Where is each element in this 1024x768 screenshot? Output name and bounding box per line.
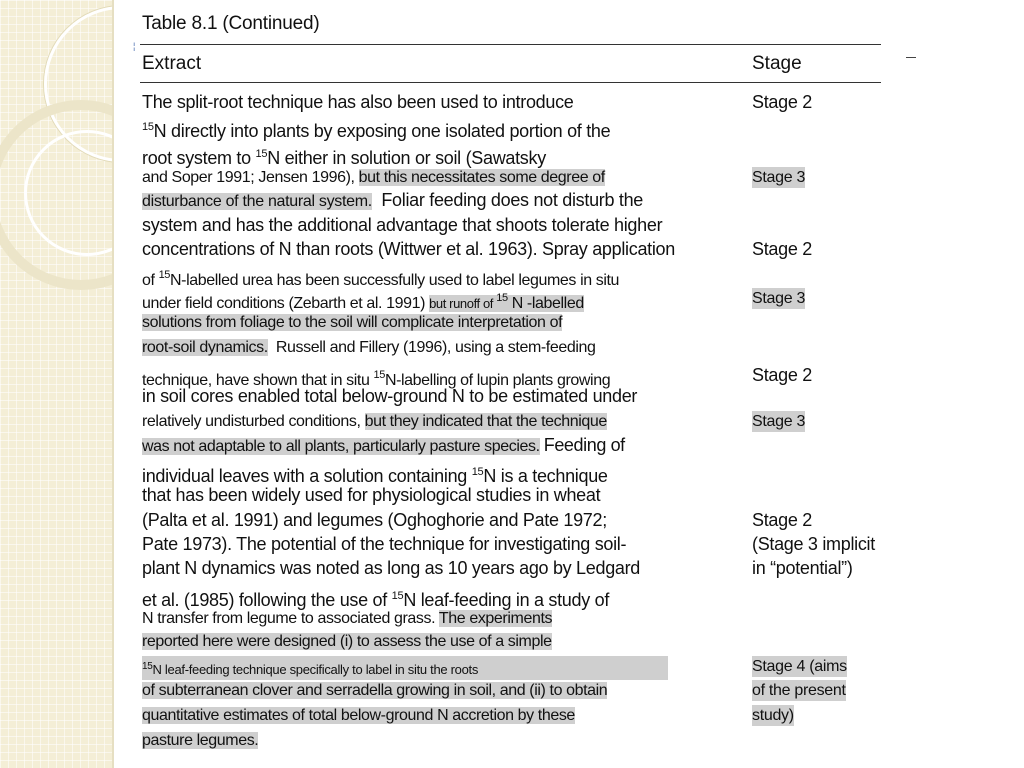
stage-cell: Stage 2 [752, 365, 812, 385]
extract-line: concentrations of N than roots (Wittwer et al. 1963). Spray application [142, 239, 675, 259]
extract-line: and Soper 1991; Jensen 1996), but this necessitates some degree of [142, 169, 605, 186]
decorative-sidebar [0, 0, 114, 768]
extract-line [142, 631, 552, 652]
highlighted-text: reported here were designed (i) to assess the use of a simple [142, 633, 552, 650]
extract-line: individual leaves with a solution containing $^{15}$N is a technique [142, 466, 608, 486]
extract-line: The split-root technique has also been used to introduce [142, 92, 574, 112]
extract-line: of $^{15}$N-labelled urea has been successfully used to label legumes in situ [142, 269, 620, 289]
extract-line: under field conditions (Zebarth et al. 1991) but runoff of $^{15}$ N -labelled [142, 292, 584, 312]
extract-line: relatively undisturbed conditions, but they indicated that the technique [142, 413, 607, 430]
extract-line: plant N dynamics was noted as long as 10 years ago by Ledgard [142, 558, 641, 578]
highlighted-text: pasture legumes. [142, 732, 259, 749]
extract-line: (Palta et al. 1991) and legumes (Oghoghorie and Pate 1972; [142, 510, 607, 530]
highlighted-text: but runoff of $^{15}$ N -labelled [429, 292, 584, 312]
stage-cell: Stage 2 [752, 239, 812, 259]
extract-line [142, 680, 607, 701]
highlighted-text: $^{15}$N leaf-feeding technique specifically to label in situ the roots [142, 656, 668, 680]
extract-line: root system to $^{15}$N either in solution or soil (Sawatsky [142, 148, 546, 168]
text-cursor-marker: ¦ [133, 41, 136, 51]
table-title: Table 8.1 (Continued) [142, 13, 320, 34]
stage-cell: of the present [752, 682, 846, 699]
column-header-extract: Extract [142, 53, 202, 74]
stage-cell: Stage 4 (aims [752, 658, 847, 675]
stage-cell: study) [752, 707, 794, 724]
header-bottom-rule [140, 82, 881, 83]
highlighted-text: solutions from foliage to the soil will complicate interpretation of [142, 314, 563, 331]
stage-cell: (Stage 3 implicit [752, 534, 875, 554]
highlighted-text: quantitative estimates of total below-ground N accretion by these [142, 707, 575, 724]
stage-cell: in “potential”) [752, 558, 853, 578]
extract-line [142, 312, 562, 333]
extract-line: technique, have shown that in situ $^{15}$N-labelling of lupin plants growing [142, 369, 611, 389]
extract-line: system and has the additional advantage that shoots tolerate higher [142, 215, 663, 235]
extract-line: disturbance of the natural system. Foliar feeding does not disturb the [142, 190, 644, 210]
stage-cell: Stage 2 [752, 510, 812, 530]
extract-line [142, 730, 258, 751]
extract-line: Pate 1973). The potential of the technique for investigating soil- [142, 534, 627, 554]
extract-line: $^{15}$N directly into plants by exposing one isolated portion of the [142, 121, 611, 141]
extract-line: that has been widely used for physiological studies in wheat [142, 485, 601, 505]
extract-line: root-soil dynamics. Russell and Fillery (1996), using a stem-feeding [142, 339, 596, 356]
column-header-stage: Stage [752, 53, 802, 74]
highlighted-text: of subterranean clover and serradella growing in soil, and (ii) to obtain [142, 682, 608, 699]
highlighted-text: The experiments [438, 610, 553, 627]
extract-line: et al. (1985) following the use of $^{15}$N leaf-feeding in a study of [142, 590, 610, 610]
extract-line [142, 656, 668, 680]
extract-line: N transfer from legume to associated grass. The experiments [142, 610, 553, 627]
extract-line [142, 705, 575, 726]
highlighted-text: disturbance of the natural system. [142, 193, 372, 210]
extract-line: in soil cores enabled total below-ground N to be estimated under [142, 386, 638, 406]
stage-cell: Stage 2 [752, 92, 812, 112]
stage-cell: Stage 3 [752, 290, 806, 307]
stage-cell: Stage 3 [752, 169, 806, 186]
highlighted-text: root-soil dynamics. [142, 339, 268, 356]
table-top-rule [140, 44, 881, 45]
stage-cell: Stage 3 [752, 413, 806, 430]
highlighted-text: but they indicated that the technique [364, 413, 607, 430]
sidebar-edge [112, 0, 114, 768]
extract-line: was not adaptable to all plants, particularly pasture species. Feeding of [142, 435, 625, 455]
highlighted-text: was not adaptable to all plants, particularly pasture species. [142, 438, 540, 455]
highlighted-text: but this necessitates some degree of [358, 169, 605, 186]
dash-mark [906, 57, 916, 58]
